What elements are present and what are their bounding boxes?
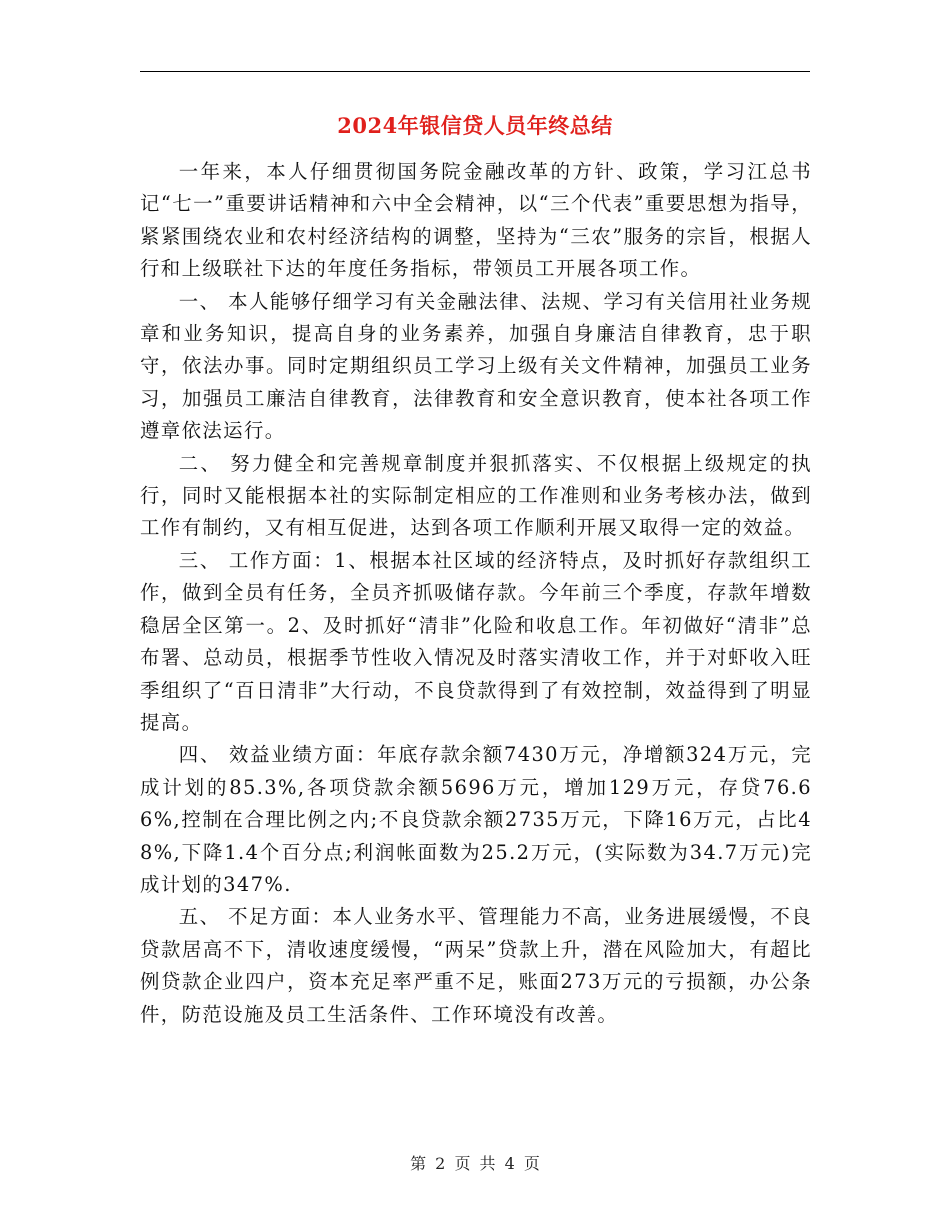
- page-number-footer: 第 2 页 共 4 页: [410, 1154, 540, 1173]
- document-body: [140, 156, 812, 1031]
- paragraph-section-4: 四、 效益业绩方面：年底存款余额7430万元，净增额324万元，完成计划的85.3%,各项贷款余额5696万元，增加129万元，存贷76.66%,控制在合理比例之内;不良贷款余额2735万元，下降16万元，占比48%,下降1.4个百分点;利润帐面数为25.2万元，(实际数为34.7万元)完成计划的347%.: [140, 743, 812, 896]
- paragraph-section-1: 一、 本人能够仔细学习有关金融法律、法规、学习有关信用社业务规章和业务知识，提高自身的业务素养，加强自身廉洁自律教育，忠于职守，依法办事。同时定期组织员工学习上级有关文件精神，加强员工业务习，加强员工廉洁自律教育，法律教育和安全意识教育，使本社各项工作遵章依法运行。: [140, 289, 812, 443]
- paragraph-section-3: 三、 工作方面：1、根据本社区域的经济特点，及时抓好存款组织工作，做到全员有任务，全员齐抓吸储存款。今年前三个季度，存款年增数稳居全区第一。2、及时抓好“清非”化险和收息工作。年初做好“清非”总布署、总动员，根据季节性收入情况及时落实清收工作，并于对虾收入旺季组织了“百日清非”大行动，不良贷款得到了有效控制，效益得到了明显提高。: [140, 548, 812, 734]
- paragraph-intro: 一年来，本人仔细贯彻国务院金融改革的方针、政策，学习江总书记“七一”重要讲话精神和六中全会精神，以“三个代表”重要思想为指导，紧紧围绕农业和农村经济结构的调整，坚持为“三农”服务的宗旨，根据人行和上级联社下达的年度任务指标，带领员工开展各项工作。: [140, 160, 812, 281]
- document-title: 2024年银信贷人员年终总结: [337, 113, 613, 138]
- paragraph-section-5: 五、 不足方面：本人业务水平、管理能力不高，业务进展缓慢，不良贷款居高不下，清收速度缓慢，“两呆”贷款上升，潜在风险加大，有超比例贷款企业四户，资本充足率严重不足，账面273万元的亏损额，办公条件，防范设施及员工生活条件、工作环境没有改善。: [140, 905, 812, 1026]
- paragraph-section-2: 二、 努力健全和完善规章制度并狠抓落实、不仅根据上级规定的执行，同时又能根据本社的实际制定相应的工作准则和业务考核办法，做到工作有制约，又有相互促进，达到各项工作顺利开展又取得一定的效益。: [140, 451, 812, 540]
- header-rule: [140, 71, 810, 72]
